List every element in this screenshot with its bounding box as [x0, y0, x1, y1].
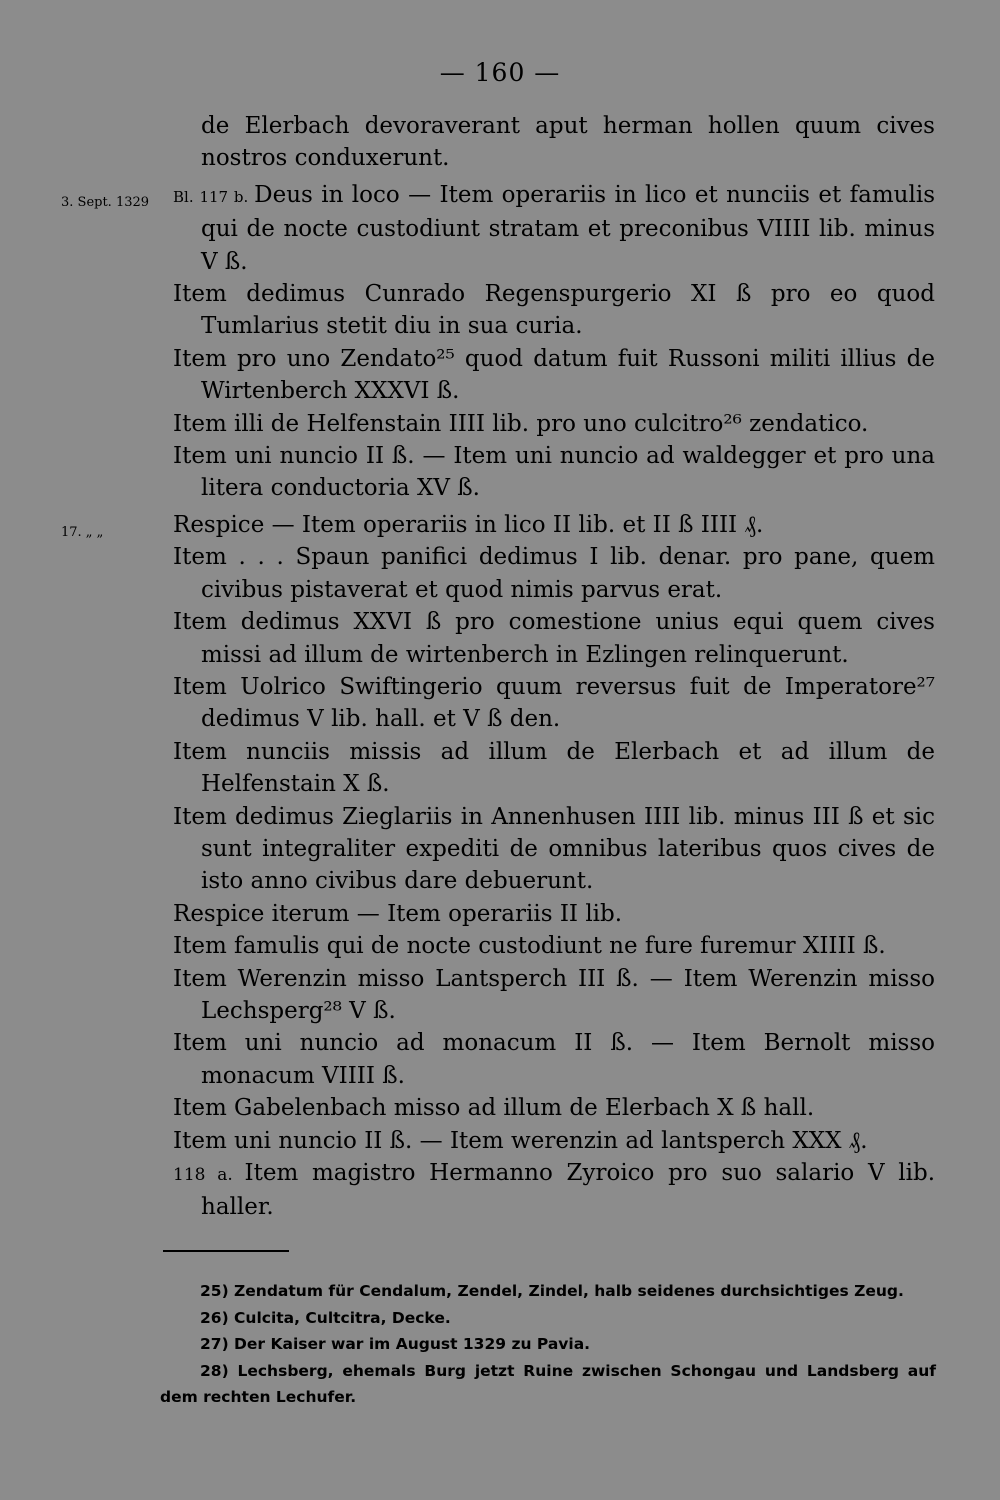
footnotes [160, 1278, 936, 1411]
entry-text: Item Uolrico Swiftingerio quum reversus fuit de Imperatore²⁷ dedimus V lib. hall. et V ß den. [173, 673, 935, 733]
entry-text: Item dedimus XXVI ß pro comestione unius equi quem cives missi ad illum de wirtenberch in Ezlingen relinquerunt. [173, 609, 935, 668]
entry-text: Respice — Item operariis in lico II lib. et II ß IIII ₰. [173, 511, 764, 538]
entry-paragraph [173, 110, 935, 175]
entry-text: Respice iterum — Item operariis II lib. [173, 900, 623, 927]
entry-text: Item dedimus Cunrado Regenspurgerio XI ß pro eo quod Tumlarius stetit diu in sua curia. [173, 281, 935, 340]
entry-paragraph [173, 898, 935, 930]
entry-paragraph [173, 671, 935, 736]
margin-date: 17. „ „ [61, 524, 104, 540]
entry-text: Item uni nuncio ad monacum II ß. — Item Bernolt misso monacum VIIII ß. [173, 1030, 935, 1089]
entry-paragraph [173, 801, 935, 898]
entry-text: Deus in loco — Item operariis in lico et nunciis et famulis qui de nocte custodiunt stratam et preconibus VIIII lib. minus V ß. [201, 181, 935, 275]
entry-text: Item dedimus Zieglariis in Annenhusen IIII lib. minus III ß et sic sunt integraliter expediti de omnibus lateribus quos cives de isto anno civibus dare debuerunt. [173, 803, 935, 895]
entry-text: Item illi de Helfenstain IIII lib. pro uno culcitro²⁶ zendatico. [173, 410, 869, 437]
leaf-marker: Bl. 117 b. [173, 187, 255, 206]
footnote: 28) Lechsberg, ehemals Burg jetzt Ruine zwischen Schongau und Landsberg auf dem rechten Lechufer. [160, 1361, 936, 1406]
entry-paragraph [61, 509, 935, 541]
entry-text: Item uni nuncio II ß. — Item uni nuncio ad waldegger et pro una litera conductoria XV ß. [173, 443, 935, 502]
entry-paragraph [173, 930, 935, 962]
entry-text: Item nunciis missis ad illum de Elerbach et ad illum de Helfenstain X ß. [173, 738, 935, 798]
leaf-marker: 118 a. [173, 1165, 245, 1185]
main-text [61, 110, 935, 1224]
entry-paragraph [173, 408, 935, 440]
entry-paragraph [173, 343, 935, 408]
entry-text: Item Werenzin misso Lantsperch III ß. — Item Werenzin misso Lechsperg²⁸ V ß. [173, 965, 935, 1024]
entry-paragraph [173, 736, 935, 801]
page-number: — 160 — [439, 58, 561, 87]
footnote-rule [163, 1250, 289, 1252]
footnote: 25) Zendatum für Cendalum, Zendel, Zindel, halb seidenes durchsichtiges Zeug. [200, 1282, 904, 1300]
entry-text: de Elerbach devoraverant aput herman hollen quum cives nostros conduxerunt. [201, 113, 935, 172]
footnote: 26) Culcita, Cultcitra, Decke. [200, 1308, 451, 1327]
entry-text: Item famulis qui de nocte custodiunt ne fure furemur XIIII ß. [173, 933, 886, 960]
entry-paragraph [173, 440, 935, 505]
entry-text: Item magistro Hermanno Zyroico pro suo salario V lib. haller. [201, 1160, 935, 1221]
entry-text: Item pro uno Zendato²⁵ quod datum fuit Russoni militi illius de Wirtenberch XXXVI ß. [173, 345, 935, 405]
entry-paragraph [61, 179, 935, 278]
entry-paragraph [173, 963, 935, 1028]
footnote: 27) Der Kaiser war im August 1329 zu Pavia. [200, 1335, 591, 1353]
entry-paragraph [173, 1092, 935, 1124]
entry-paragraph [173, 606, 935, 671]
entry-paragraph [173, 541, 935, 606]
entry-text: Item uni nuncio II ß. — Item werenzin ad lantsperch XXX ₰. [173, 1127, 868, 1154]
entry-paragraph [173, 1125, 935, 1157]
entry-paragraph [173, 1027, 935, 1092]
entry-text: Item . . . Spaun panifici dedimus I lib. denar. pro pane, quem civibus pistaverat et quod nimis parvus erat. [173, 544, 935, 603]
entry-paragraph [173, 278, 935, 343]
entry-paragraph [173, 1157, 935, 1224]
margin-date: 3. Sept. 1329 [61, 194, 150, 210]
entry-text: Item Gabelenbach misso ad illum de Elerbach X ß hall. [173, 1095, 815, 1122]
